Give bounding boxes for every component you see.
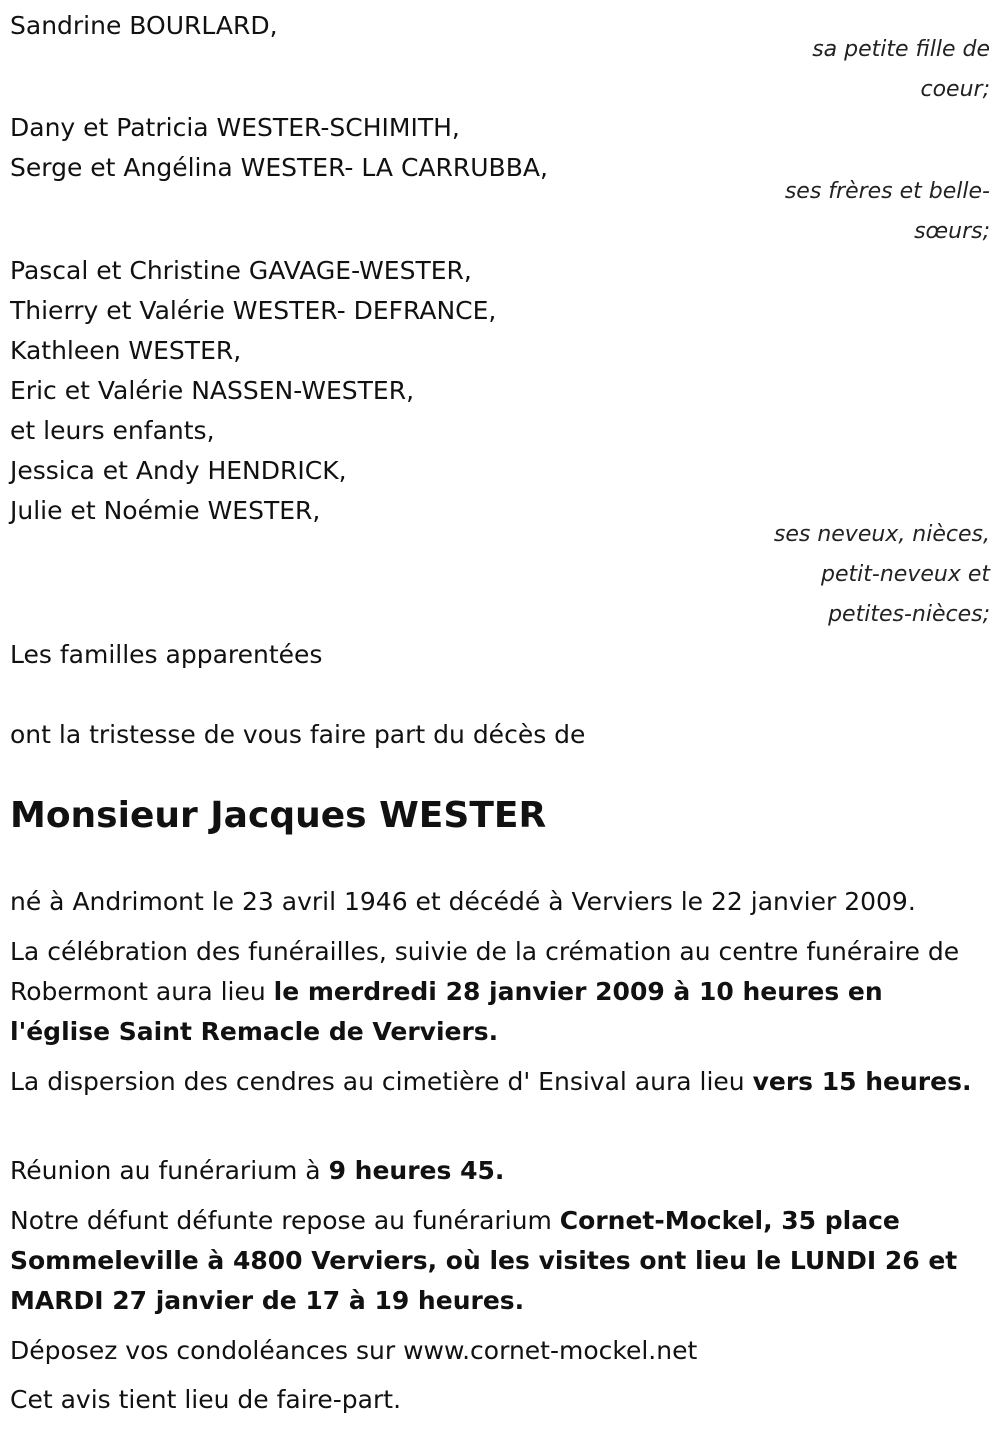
ashes-paragraph: La dispersion des cendres au cimetière d' Ensival aura lieu vers 15 heures. [10, 1067, 972, 1096]
relation-label: sa petite fille de coeur; [812, 37, 990, 102]
family-line: Thierry et Valérie WESTER- DEFRANCE, [10, 296, 497, 325]
family-line: et leurs enfants, [10, 416, 215, 445]
deceased-name: Monsieur Jacques WESTER [10, 795, 547, 836]
family-line: Kathleen WESTER, [10, 336, 242, 365]
funeral-paragraph: La célébration des funérailles, suivie de la crémation au centre funéraire de Robermont aura lieu le merdredi 28 janvier 2009 à 10 heures en l'église Saint Remacle de Verviers. [10, 937, 960, 1046]
relatives-line: Les familles apparentées [10, 640, 323, 669]
ashes-time: vers 15 heures. [752, 1067, 972, 1096]
relation-label: ses neveux, nièces, petit-neveux et petites-nièces; [773, 522, 990, 627]
relation-label: ses frères et belle- sœurs; [784, 179, 990, 244]
family-line: Pascal et Christine GAVAGE-WESTER, [10, 256, 472, 285]
family-line: Serge et Angélina WESTER- LA CARRUBBA, [10, 153, 548, 182]
condolences-line: Déposez vos condoléances sur www.cornet-mockel.net [10, 1336, 698, 1365]
family-line: Sandrine BOURLARD, [10, 11, 278, 40]
meeting-time: 9 heures 45. [328, 1156, 505, 1185]
family-line: Julie et Noémie WESTER, [10, 496, 321, 525]
family-line: Eric et Valérie NASSEN-WESTER, [10, 376, 415, 405]
birth-death: né à Andrimont le 23 avril 1946 et décédé à Verviers le 22 janvier 2009. [10, 887, 916, 916]
family-line: Jessica et Andy HENDRICK, [10, 456, 347, 485]
announcement: ont la tristesse de vous faire part du décès de [10, 720, 586, 749]
visit-details: Cornet-Mockel, 35 place Sommeleville à 4800 Verviers, où les visites ont lieu le LUNDI 26 et MARDI 27 janvier de 17 à 19 heures. [10, 1206, 958, 1315]
rest-paragraph: Notre défunt défunte repose au funérarium Cornet-Mockel, 35 place Sommeleville à 4800 Verviers, où les visites ont lieu le LUNDI 26 et MARDI 27 janvier de 17 à 19 heures. [10, 1206, 958, 1315]
funeral-details: le merdredi 28 janvier 2009 à 10 heures en l'église Saint Remacle de Verviers. [10, 977, 883, 1046]
meeting-paragraph: Réunion au funérarium à 9 heures 45. [10, 1156, 505, 1185]
notice-line: Cet avis tient lieu de faire-part. [10, 1385, 402, 1414]
family-line: Dany et Patricia WESTER-SCHIMITH, [10, 113, 460, 142]
